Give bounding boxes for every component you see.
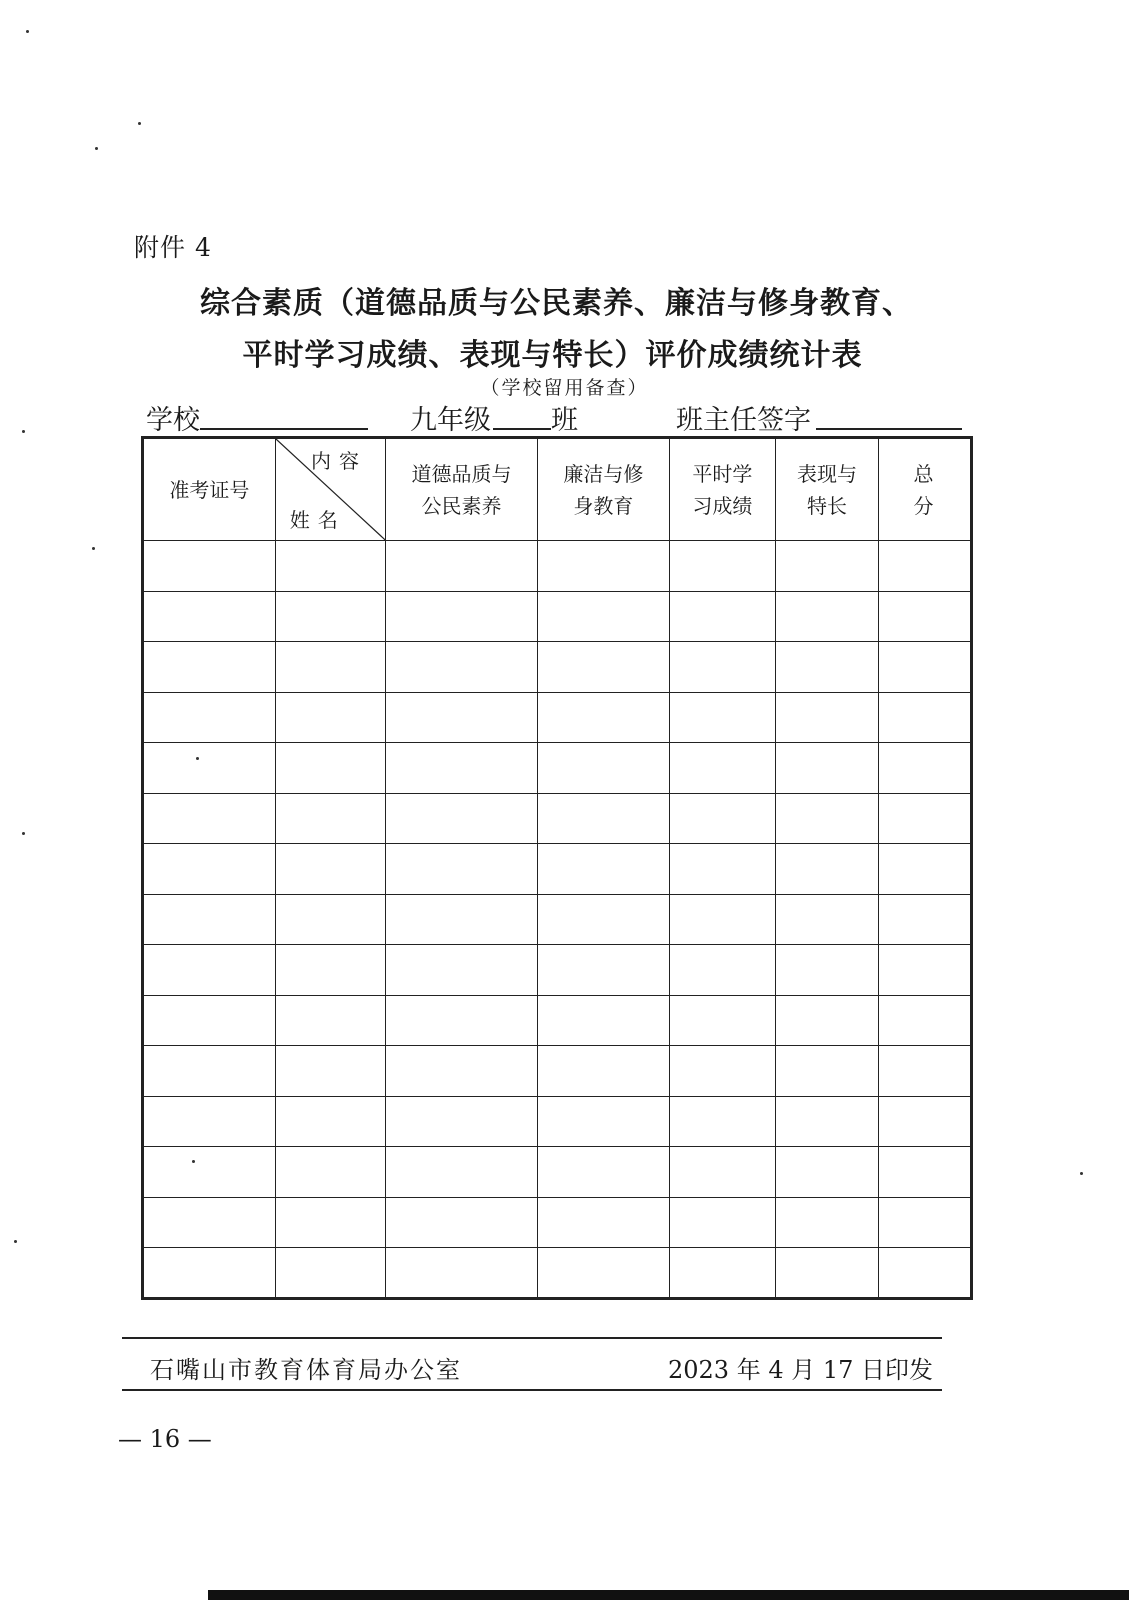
table-cell[interactable]	[669, 1147, 775, 1198]
table-cell[interactable]	[775, 591, 878, 642]
header-talent: 表现与特长	[775, 438, 878, 541]
table-cell[interactable]	[669, 743, 775, 794]
scan-speck	[22, 430, 25, 433]
table-cell[interactable]	[669, 1197, 775, 1248]
table-cell[interactable]	[879, 793, 972, 844]
table-cell[interactable]	[275, 591, 385, 642]
table-cell[interactable]	[385, 692, 537, 743]
table-row	[143, 1248, 972, 1299]
grade-label: 九年级	[410, 405, 491, 436]
table-cell[interactable]	[538, 1248, 670, 1299]
table-cell[interactable]	[143, 591, 276, 642]
table-cell[interactable]	[275, 541, 385, 592]
footer-bottom-rule	[122, 1389, 942, 1391]
class-label: 班	[551, 405, 578, 436]
table-cell[interactable]	[538, 945, 670, 996]
table-cell[interactable]	[538, 793, 670, 844]
table-cell[interactable]	[775, 541, 878, 592]
footer-top-rule	[122, 1337, 942, 1339]
document-title-line-1: 综合素质（道德品质与公民素养、廉洁与修身教育、	[200, 286, 913, 321]
table-cell[interactable]	[669, 793, 775, 844]
page-number: — 16 —	[118, 1425, 212, 1453]
table-row	[143, 591, 972, 642]
table-cell[interactable]	[143, 844, 276, 895]
table-cell[interactable]	[538, 692, 670, 743]
table-cell[interactable]	[669, 591, 775, 642]
attachment-label: 附件 4	[134, 233, 212, 262]
table-cell[interactable]	[775, 995, 878, 1046]
scan-speck	[192, 1160, 195, 1163]
document-title-line-2: 平时学习成绩、表现与特长）评价成绩统计表	[242, 338, 863, 373]
scan-speck	[22, 832, 25, 835]
table-cell[interactable]	[669, 541, 775, 592]
table-cell[interactable]	[775, 1197, 878, 1248]
scan-speck	[95, 147, 98, 150]
table-cell[interactable]	[669, 1248, 775, 1299]
table-cell[interactable]	[879, 844, 972, 895]
table-cell[interactable]	[385, 1147, 537, 1198]
table-cell[interactable]	[538, 1046, 670, 1097]
table-cell[interactable]	[143, 541, 276, 592]
table-cell[interactable]	[143, 1046, 276, 1097]
table-cell[interactable]	[385, 541, 537, 592]
table-row	[143, 1197, 972, 1248]
table-cell[interactable]	[669, 1046, 775, 1097]
table-cell[interactable]	[385, 743, 537, 794]
table-cell[interactable]	[775, 1096, 878, 1147]
table-cell[interactable]	[143, 642, 276, 693]
table-cell[interactable]	[143, 793, 276, 844]
table-cell[interactable]	[385, 1197, 537, 1248]
table-cell[interactable]	[538, 894, 670, 945]
table-row	[143, 1147, 972, 1198]
scan-speck	[196, 757, 199, 760]
table-cell[interactable]	[275, 894, 385, 945]
table-cell[interactable]	[879, 1147, 972, 1198]
school-blank	[200, 428, 368, 430]
table-cell[interactable]	[669, 692, 775, 743]
teacher-sign-blank	[816, 428, 962, 430]
table-cell[interactable]	[385, 642, 537, 693]
table-cell[interactable]	[143, 1147, 276, 1198]
table-cell[interactable]	[143, 1248, 276, 1299]
scan-speck	[14, 1240, 17, 1243]
header-content-label: 内容	[310, 449, 367, 473]
scan-speck	[26, 30, 29, 33]
table-cell[interactable]	[669, 844, 775, 895]
table-cell[interactable]	[143, 1096, 276, 1147]
table-cell[interactable]	[775, 1046, 878, 1097]
table-cell[interactable]	[538, 1147, 670, 1198]
table-cell[interactable]	[775, 945, 878, 996]
school-label: 学校	[146, 405, 200, 436]
table-cell[interactable]	[669, 945, 775, 996]
table-cell[interactable]	[538, 642, 670, 693]
table-cell[interactable]	[385, 591, 537, 642]
table-cell[interactable]	[879, 995, 972, 1046]
table-cell[interactable]	[775, 743, 878, 794]
table-cell[interactable]	[538, 844, 670, 895]
table-row	[143, 844, 972, 895]
table-cell[interactable]	[143, 995, 276, 1046]
table-cell[interactable]	[879, 945, 972, 996]
table-row	[143, 995, 972, 1046]
scan-speck	[138, 122, 141, 125]
teacher-sign-label: 班主任签字	[676, 405, 811, 436]
subtitle: （学校留用备查）	[480, 377, 649, 399]
score-table	[141, 436, 973, 1300]
table-cell[interactable]	[538, 591, 670, 642]
table-cell[interactable]	[879, 1248, 972, 1299]
table-cell[interactable]	[669, 995, 775, 1046]
table-cell[interactable]	[275, 1147, 385, 1198]
header-moral: 道德品质与公民素养	[385, 438, 537, 541]
table-row	[143, 743, 972, 794]
header-integrity: 廉洁与修身教育	[538, 438, 670, 541]
table-cell[interactable]	[775, 1248, 878, 1299]
table-row	[143, 894, 972, 945]
header-study: 平时学习成绩	[669, 438, 775, 541]
scan-edge-bar	[208, 1590, 1129, 1600]
table-row	[143, 793, 972, 844]
scan-speck	[1080, 1172, 1083, 1175]
table-cell[interactable]	[275, 642, 385, 693]
table-cell[interactable]	[669, 894, 775, 945]
table-row	[143, 541, 972, 592]
table-cell[interactable]	[275, 1197, 385, 1248]
table-cell[interactable]	[275, 743, 385, 794]
table-header-row	[143, 438, 972, 541]
table-cell[interactable]	[143, 945, 276, 996]
header-total: 总分	[879, 438, 972, 541]
table-cell[interactable]	[775, 894, 878, 945]
table-cell[interactable]	[275, 1248, 385, 1299]
issue-date: 2023 年 4 月 17 日印发	[668, 1356, 934, 1384]
table-cell[interactable]	[879, 1096, 972, 1147]
table-cell[interactable]	[538, 1096, 670, 1147]
table-cell[interactable]	[385, 1096, 537, 1147]
table-cell[interactable]	[143, 743, 276, 794]
table-row	[143, 1096, 972, 1147]
table-cell[interactable]	[385, 1248, 537, 1299]
table-cell[interactable]	[669, 1096, 775, 1147]
table-cell[interactable]	[538, 995, 670, 1046]
table-cell[interactable]	[538, 1197, 670, 1248]
header-exam-id: 准考证号	[143, 438, 276, 541]
table-cell[interactable]	[775, 642, 878, 693]
issuer: 石嘴山市教育体育局办公室	[150, 1356, 462, 1384]
table-cell[interactable]	[879, 1046, 972, 1097]
table-cell[interactable]	[275, 1046, 385, 1097]
table-cell[interactable]	[879, 692, 972, 743]
table-row	[143, 1046, 972, 1097]
class-blank	[493, 428, 551, 430]
table-cell[interactable]	[775, 844, 878, 895]
table-cell[interactable]	[775, 793, 878, 844]
table-cell[interactable]	[385, 945, 537, 996]
table-cell[interactable]	[879, 642, 972, 693]
table-cell[interactable]	[879, 1197, 972, 1248]
table-cell[interactable]	[275, 1096, 385, 1147]
table-cell[interactable]	[879, 591, 972, 642]
table-cell[interactable]	[879, 743, 972, 794]
table-row	[143, 642, 972, 693]
table-cell[interactable]	[143, 692, 276, 743]
table-cell[interactable]	[879, 894, 972, 945]
table-row	[143, 692, 972, 743]
table-cell[interactable]	[275, 945, 385, 996]
table-cell[interactable]	[385, 1046, 537, 1097]
table-cell[interactable]	[275, 844, 385, 895]
table-cell[interactable]	[385, 793, 537, 844]
table-cell[interactable]	[775, 692, 878, 743]
table-cell[interactable]	[143, 1197, 276, 1248]
table-cell[interactable]	[669, 642, 775, 693]
table-cell[interactable]	[879, 541, 972, 592]
table-cell[interactable]	[275, 692, 385, 743]
table-cell[interactable]	[275, 995, 385, 1046]
table-cell[interactable]	[385, 894, 537, 945]
table-cell[interactable]	[275, 793, 385, 844]
header-name-label: 姓名	[289, 508, 346, 532]
table-cell[interactable]	[385, 844, 537, 895]
scan-speck	[92, 547, 95, 550]
table-row	[143, 945, 972, 996]
table-cell[interactable]	[538, 743, 670, 794]
table-cell[interactable]	[143, 894, 276, 945]
header-diagonal-cell	[275, 438, 385, 541]
table-cell[interactable]	[775, 1147, 878, 1198]
table-cell[interactable]	[538, 541, 670, 592]
table-cell[interactable]	[385, 995, 537, 1046]
